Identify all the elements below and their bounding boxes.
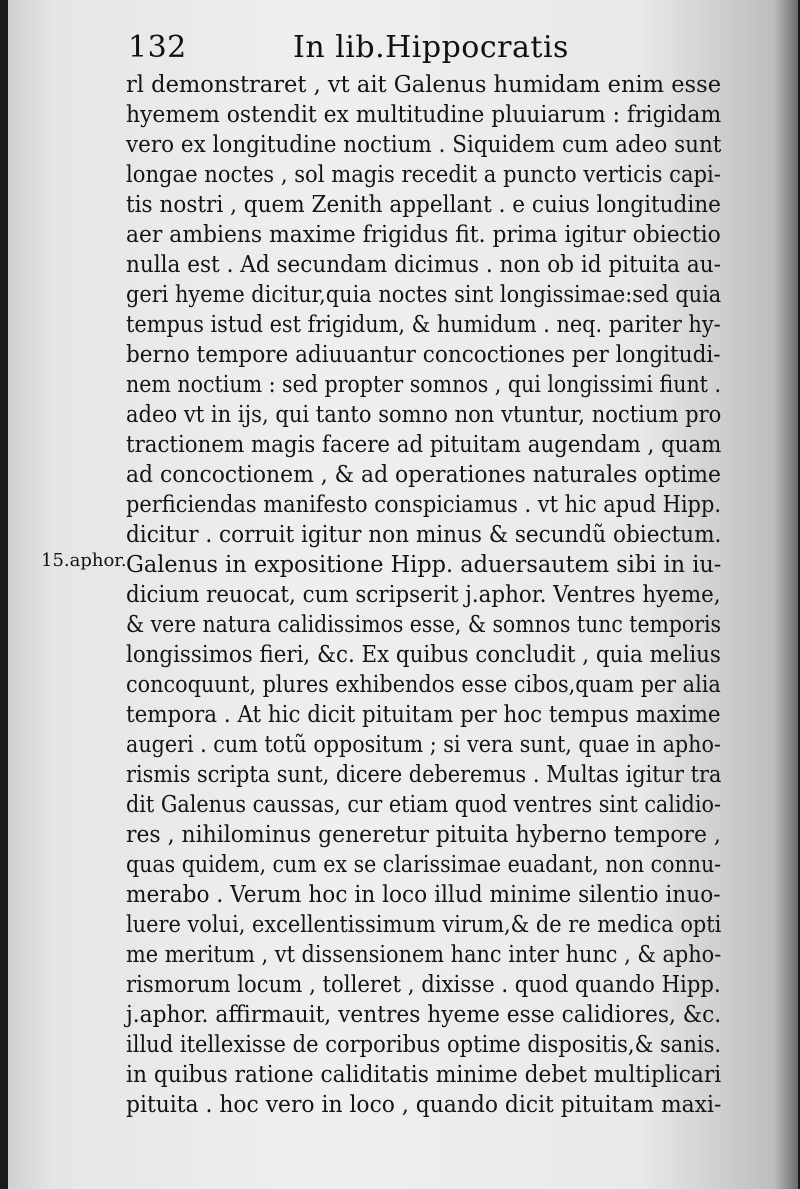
text-line: dicitur . corruit igitur non minus & secundũ obiectum.: [126, 522, 722, 548]
text-line: augeri . cum totũ oppositum ; si vera sunt, quae in apho-: [126, 732, 721, 758]
text-line: nulla est . Ad secundam dicimus . non ob id pituita au-: [126, 252, 721, 278]
body-text: [126, 70, 721, 1120]
text-line: merabo . Verum hoc in loco illud minime silentio inuo-: [126, 882, 721, 908]
running-head: In lib.Hippocratis: [293, 30, 569, 65]
text-line: concoquunt, plures exhibendos esse cibos,quam per alia: [126, 672, 721, 698]
text-line: adeo vt in ijs, qui tanto somno non vtuntur, noctium pro: [126, 402, 722, 428]
text-line: j.aphor. affirmauit, ventres hyeme esse calidiores, &c.: [126, 1002, 722, 1028]
margin-note: 15.aphor.: [41, 550, 127, 571]
text-line: quas quidem, cum ex se clarissimae euadant, non connu-: [126, 852, 722, 878]
text-line: tractionem magis facere ad pituitam augendam , quam: [126, 432, 722, 458]
text-line: aer ambiens maxime frigidus fit. prima igitur obiectio: [126, 222, 721, 248]
text-line: illud itellexisse de corporibus optime dispositis,& sanis.: [126, 1032, 722, 1058]
text-line: berno tempore adiuuantur concoctiones per longitudi-: [126, 342, 721, 368]
book-page: [8, 0, 798, 1189]
text-line: in quibus ratione caliditatis minime debet multiplicari: [126, 1062, 722, 1088]
text-line: geri hyeme dicitur,quia noctes sint longissimae:sed quia: [126, 282, 722, 308]
text-line: res , nihilominus generetur pituita hyberno tempore ,: [126, 822, 721, 848]
page-number: 132: [128, 30, 187, 65]
text-line: pituita . hoc vero in loco , quando dicit pituitam maxi-: [126, 1092, 722, 1118]
text-line: perficiendas manifesto conspiciamus . vt hic apud Hipp.: [126, 492, 721, 518]
text-line: & vere natura calidissimos esse, & somnos tunc temporis: [126, 612, 721, 638]
text-line: Galenus in expositione Hipp. aduersautem sibi in iu-: [126, 552, 722, 578]
text-line: hyemem ostendit ex multitudine pluuiarum : frigidam: [126, 102, 722, 128]
text-line: vero ex longitudine noctium . Siquidem cum adeo sunt: [126, 132, 722, 158]
text-line: luere volui, excellentissimum virum,& de re medica opti: [126, 912, 722, 938]
text-line: nem noctium : sed propter somnos , qui longissimi fiunt .: [126, 372, 722, 398]
text-line: ad concoctionem , & ad operationes naturales optime: [126, 462, 721, 488]
text-line: tempora . At hic dicit pituitam per hoc tempus maxime: [126, 702, 721, 728]
text-line: longissimos fieri, &c. Ex quibus concludit , quia melius: [126, 642, 721, 668]
text-line: me meritum , vt dissensionem hanc inter hunc , & apho-: [126, 942, 722, 968]
text-line: rismis scripta sunt, dicere deberemus . Multas igitur tra: [126, 762, 722, 788]
text-line: dicium reuocat, cum scripserit j.aphor. Ventres hyeme,: [126, 582, 721, 608]
text-line: dit Galenus caussas, cur etiam quod ventres sint calidio-: [126, 792, 721, 818]
page-header: [128, 30, 758, 74]
text-line: tempus istud est frigidum, & humidum . neq. pariter hy-: [126, 312, 721, 338]
text-line: rl demonstraret , vt ait Galenus humidam enim esse: [126, 72, 722, 98]
text-line: tis nostri , quem Zenith appellant . e cuius longitudine: [126, 192, 721, 218]
text-line: rismorum locum , tolleret , dixisse . quod quando Hipp.: [126, 972, 721, 998]
text-line: longae noctes , sol magis recedit a puncto verticis capi-: [126, 162, 721, 188]
